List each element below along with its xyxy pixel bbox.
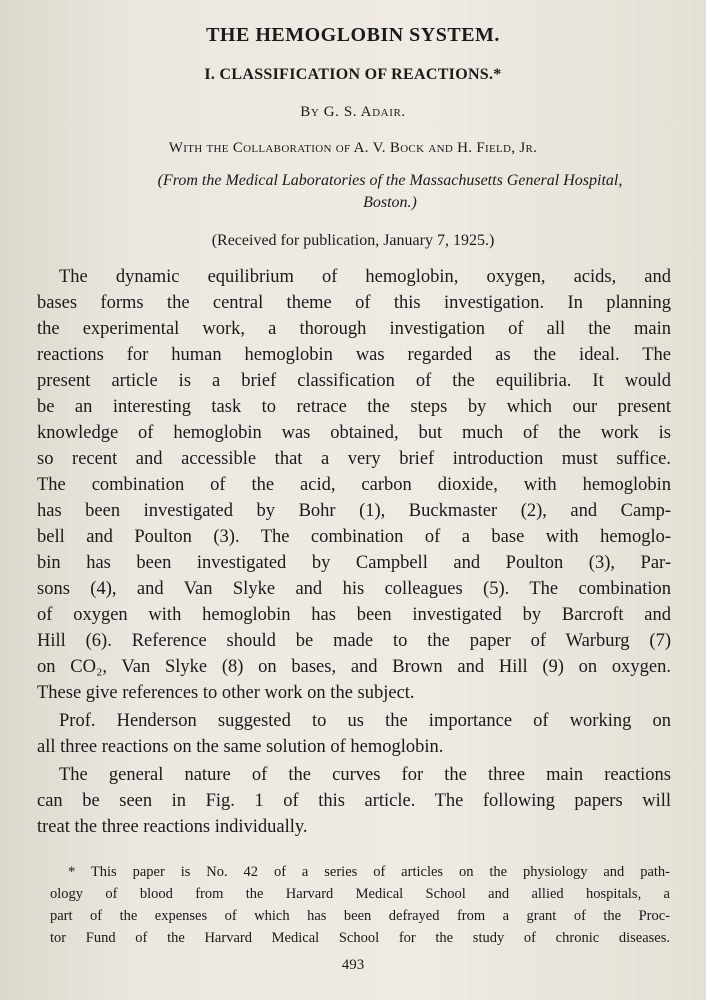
page-number: 493 bbox=[341, 957, 365, 973]
received-date: (Received for publication, January 7, 1925.) bbox=[211, 232, 495, 249]
body-line: reactions for human hemoglobin was regarded as the ideal. The bbox=[37, 345, 671, 365]
body-line: so recent and accessible that a very brief introduction must suffice. bbox=[37, 449, 671, 469]
body-line: The dynamic equilibrium of hemoglobin, oxygen, acids, and bbox=[59, 267, 671, 287]
body-line: Hill (6). Reference should be made to the paper of Warburg (7) bbox=[37, 631, 671, 651]
body-line: can be seen in Fig. 1 of this article. The following papers will bbox=[37, 791, 671, 811]
body-line: all three reactions on the same solution of hemoglobin. bbox=[37, 737, 444, 757]
footnote-line: tor Fund of the Harvard Medical School for the study of chronic diseases. bbox=[50, 930, 670, 946]
footnote-line: * This paper is No. 42 of a series of articles on the physiology and path- bbox=[68, 864, 670, 880]
body-line: has been investigated by Bohr (1), Buckmaster (2), and Camp- bbox=[37, 501, 671, 521]
affiliation bbox=[110, 170, 670, 214]
author-line: By G. S. Adair. bbox=[300, 104, 406, 120]
body-line: treat the three reactions individually. bbox=[37, 817, 308, 837]
body-line: The combination of the acid, carbon dioxide, with hemoglobin bbox=[37, 475, 671, 495]
affiliation-line: (From the Medical Laboratories of the Massachusetts General Hospital, bbox=[157, 172, 623, 189]
body-line: bell and Poulton (3). The combination of a base with hemoglo- bbox=[37, 527, 671, 547]
collaboration-line: With the Collaboration of A. V. Bock and H. Field, Jr. bbox=[168, 140, 538, 156]
body-line: of oxygen with hemoglobin has been investigated by Barcroft and bbox=[37, 605, 671, 625]
body-line: Prof. Henderson suggested to us the importance of working on bbox=[59, 711, 671, 731]
footnote-line: ology of blood from the Harvard Medical School and allied hospitals, a bbox=[50, 886, 670, 902]
body-line: bases forms the central theme of this investigation. In planning bbox=[37, 293, 671, 313]
body-line: The general nature of the curves for the three main reactions bbox=[59, 765, 671, 785]
body-line: sons (4), and Van Slyke and his colleagues (5). The combination bbox=[37, 579, 671, 599]
affiliation-line: Boston.) bbox=[363, 194, 417, 211]
article-subtitle: I. CLASSIFICATION OF REACTIONS.* bbox=[204, 66, 502, 83]
body-line: present article is a brief classification of the equilibria. It would bbox=[37, 371, 671, 391]
body-line: knowledge of hemoglobin was obtained, but much of the work is bbox=[37, 423, 671, 443]
body-line: the experimental work, a thorough investigation of all the main bbox=[37, 319, 671, 339]
body-line: bin has been investigated by Campbell and Poulton (3), Par- bbox=[37, 553, 671, 573]
article-title: THE HEMOGLOBIN SYSTEM. bbox=[206, 24, 500, 46]
body-line: These give references to other work on the subject. bbox=[37, 683, 415, 703]
body-line: be an interesting task to retrace the steps by which our present bbox=[37, 397, 671, 417]
footnote-line: part of the expenses of which has been defrayed from a grant of the Proc- bbox=[50, 908, 670, 924]
body-line: on CO₂, Van Slyke (8) on bases, and Brown and Hill (9) on oxygen. bbox=[37, 657, 671, 677]
